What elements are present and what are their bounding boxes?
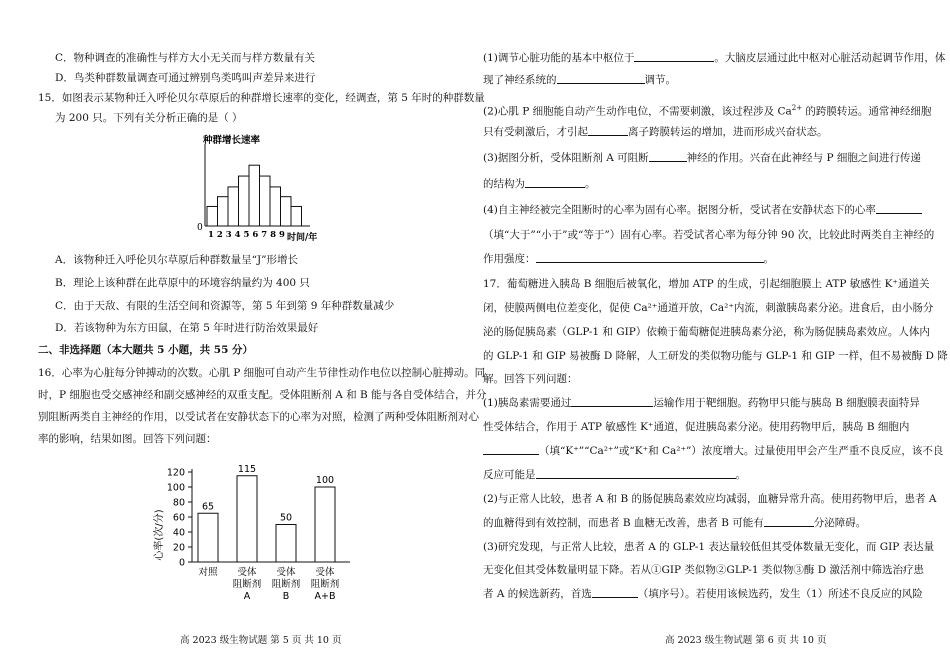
fig15-bar: [218, 197, 229, 226]
q14-option-c: C．物种调查的准确性与样方大小无关而与样方数量有关: [55, 52, 316, 64]
q16-part4-line2: （填“大于”“小于”或“等于”）固有心率。若受试者心率为每分钟 90 次，比较此时两类自主神经的: [483, 229, 935, 241]
q16-part4-line1: (4)自主神经被完全阻断时的心率为固有心率。据图分析，受试者在安静状态下的心率: [483, 203, 922, 217]
fig16-bar: [198, 513, 218, 562]
fig16-ticks: [167, 468, 192, 569]
fig15-bar: [291, 206, 302, 226]
q14-option-d: D．鸟类种群数量调查可通过辨别鸟类鸣叫声差异来进行: [55, 72, 316, 84]
fig16-ytick-label: 0: [178, 557, 185, 569]
q16-part2-line2: 只有受刺激后，才引起 离子跨膜转运的增加，进而形成兴奋状态。: [483, 126, 828, 138]
fig15-ylabel: 种群增长速率: [203, 135, 261, 146]
fig15-bar: [281, 197, 292, 226]
fig15-bar: [260, 176, 271, 226]
answer-blank[interactable]: [557, 73, 645, 84]
fig15-xunit: 时间/年: [287, 233, 318, 243]
q16-stem-line2: 时，P 细胞也受交感神经和副交感神经的双重支配。受体阻断剂 A 和 B 能与各自受体结合，并分: [38, 389, 487, 401]
q17-stem-line2: 闭，使膜两侧电位差变化，促使 Ca²⁺通道开放，Ca²⁺内流，刺激胰岛素分泌。进食后，由小肠分: [483, 302, 934, 314]
q17-part3-line2: 无变化但其受体数量明显下降。若从①GIP 类似物②GLP-1 类似物③酶 D 激活剂中筛选治疗患: [483, 564, 924, 576]
fig16-data-label: 65: [201, 501, 215, 513]
answer-blank[interactable]: [649, 151, 687, 162]
q16-part3-line2: 的结构为 。: [483, 178, 596, 190]
fig16-category-label: 阻断剂: [232, 579, 262, 590]
fig15-bars: [207, 165, 302, 226]
fig16-category-label: A+B: [314, 591, 336, 602]
fig15-bar: [228, 187, 239, 226]
right-page-footer: 高 2023 级生物试题 第 6 页 共 10 页: [665, 635, 827, 646]
fig16-ytick-label: 60: [172, 512, 185, 524]
q15-stem-line2: 为 200 只。下列有关分析正确的是（ ）: [55, 112, 243, 124]
fig15-origin: 0: [197, 223, 203, 233]
q16-part1-line1: (1)调节心脏功能的基本中枢位于 。大脑皮层通过此中枢对心脏活动起调节作用，体: [483, 52, 946, 64]
left-page-footer: 高 2023 级生物试题 第 5 页 共 10 页: [180, 635, 342, 646]
section-heading: 二、非选择题（本大题共 5 小题，共 55 分）: [38, 344, 254, 356]
fig16-ylabel: 心率(次/分): [154, 509, 165, 561]
fig16-category-label: 受体: [237, 567, 257, 578]
fig15-bar: [249, 165, 260, 226]
fig16-ytick-label: 100: [166, 482, 185, 494]
q17-stem-line1: 17．葡萄糖进入胰岛 B 细胞后被氧化，增加 ATP 的生成，引起细胞膜上 ATP 敏感性 K⁺通道关: [483, 278, 930, 290]
answer-blank[interactable]: [536, 252, 764, 263]
answer-blank[interactable]: [592, 587, 638, 598]
q15-option-c: C．由于天敌、有限的生活空间和资源等，第 5 年到第 9 年种群数量减少: [55, 300, 395, 312]
fig16-data-label: 115: [237, 463, 257, 475]
q17-part1-line1: (1)胰岛素需要通过 运输作用于靶细胞。药物甲只能与胰岛 B 细胞膜表面特异: [483, 397, 920, 409]
q17-part3-line3: 者 A 的候选新药，首选 （填序号）。若使用该候选药，发生（1）所述不良反应的风险: [483, 588, 923, 600]
q16-stem-line4: 率的影响，结果如图。回答下列问题：: [38, 433, 217, 445]
q17-part1-line4: 反应可能是 。: [483, 469, 746, 481]
answer-blank[interactable]: [525, 177, 585, 188]
q17-stem-line4: 的 GLP-1 和 GIP 易被酶 D 降解，人工研发的类似物功能与 GLP-1 和 GIP 一样，但不易被酶 D 降: [483, 350, 948, 362]
fig16-ytick-label: 120: [166, 467, 185, 479]
answer-blank[interactable]: [634, 51, 714, 62]
right-page: [475, 0, 950, 671]
population-growth-chart: [185, 130, 345, 245]
answer-blank[interactable]: [483, 444, 539, 455]
fig16-data-label: 100: [315, 475, 335, 486]
fig16-ytick-label: 80: [172, 497, 185, 509]
fig16-category-label: B: [282, 591, 290, 602]
q17-stem-line3: 泌的肠促胰岛素（GLP-1 和 GIP）依赖于葡萄糖促进胰岛素分泌，称为肠促胰岛素效应。人体内: [483, 326, 930, 338]
q16-stem-line1: 16．心率为心脏每分钟搏动的次数。心肌 P 细胞可自动产生节律性动作电位以控制心脏搏动。同: [38, 367, 486, 379]
q17-part2-line2: 的血糖得到有效控制，而患者 B 血糖无改善，患者 B 可能有 分泌障碍。: [483, 517, 867, 529]
fig16-category-label: A: [243, 591, 251, 602]
q17-stem-line5: 解。回答下列问题：: [483, 373, 578, 385]
fig16-bar: [237, 476, 257, 562]
fig16-category-label: 对照: [198, 567, 218, 578]
heart-rate-chart: [150, 455, 365, 615]
q16-part2-line1: (2)心肌 P 细胞能自动产生动作电位，不需要刺激，该过程涉及 $Ca^{2+}$ 的跨膜转运。通常神经细胞: [483, 104, 932, 118]
q17-part3-line1: (3)研究发现，与正常人比较，患者 A 的 GLP-1 表达量较低但其受体数量无变化，而 GIP 表达量: [483, 541, 935, 553]
answer-blank[interactable]: [876, 203, 922, 214]
q16-part1-line2: 现了神经系统的 调节。: [483, 74, 676, 86]
fig16-ytick-label: 40: [172, 527, 185, 539]
q15-option-b: B．理论上该种群在此草原中的环境容纳量约为 400 只: [55, 277, 310, 289]
answer-blank[interactable]: [764, 516, 814, 527]
fig16-category-label: 受体: [315, 567, 335, 578]
q16-part4-line3: 作用强度： 。: [483, 253, 774, 265]
fig16-category-label: 阻断剂: [310, 579, 340, 590]
q16-stem-line3: 别阻断两类自主神经的作用，以受试者在安静状态下的心率为对照，检测了两种受体阻断剂对心: [38, 411, 479, 423]
q15-stem-line1: 15．如图表示某物种迁入呼伦贝尔草原后的种群增长速率的变化，经调查，第 5 年时的种群数量: [38, 92, 485, 104]
answer-blank[interactable]: [571, 396, 653, 407]
answer-blank[interactable]: [536, 468, 736, 479]
fig16-bar: [276, 525, 296, 563]
fig15-bar: [207, 206, 218, 226]
q16-part3-line1: (3)据图分析，受体阻断剂 A 可阻断 神经的作用。兴奋在此神经与 P 细胞之间进行传递: [483, 152, 921, 164]
fig15-xticks: 1 2 3 4 5 6 7 8 9: [208, 230, 285, 240]
fig16-data-label: 50: [279, 512, 293, 524]
fig15-bar: [239, 176, 250, 226]
fig16-bars: [198, 464, 339, 602]
answer-blank[interactable]: [588, 125, 628, 136]
fig16-ytick-label: 20: [172, 542, 185, 554]
q17-part1-line3: （填“K⁺”“Ca²⁺”或“K⁺和 Ca²⁺”）浓度增大。过量使用甲会产生严重不良反应，该不良: [483, 444, 943, 458]
q15-option-d: D．若该物种为东方田鼠，在第 5 年时进行防治效果最好: [55, 322, 319, 334]
fig16-category-label: 受体: [276, 567, 296, 578]
fig15-bar: [270, 187, 281, 226]
q15-option-a: A．该物种迁入呼伦贝尔草原后种群数量呈“J”形增长: [55, 254, 299, 266]
q17-part1-line2: 性受体结合，作用于 ATP 敏感性 K⁺通道，促进胰岛素分泌。使用药物甲后，胰岛 B 细胞内: [483, 421, 910, 433]
fig16-bar: [315, 487, 335, 562]
q17-part2-line1: (2)与正常人比较，患者 A 和 B 的肠促胰岛素效应均减弱，血糖异常升高。使用药物甲后，患者 A: [483, 493, 937, 505]
fig16-category-label: 阻断剂: [271, 579, 301, 590]
